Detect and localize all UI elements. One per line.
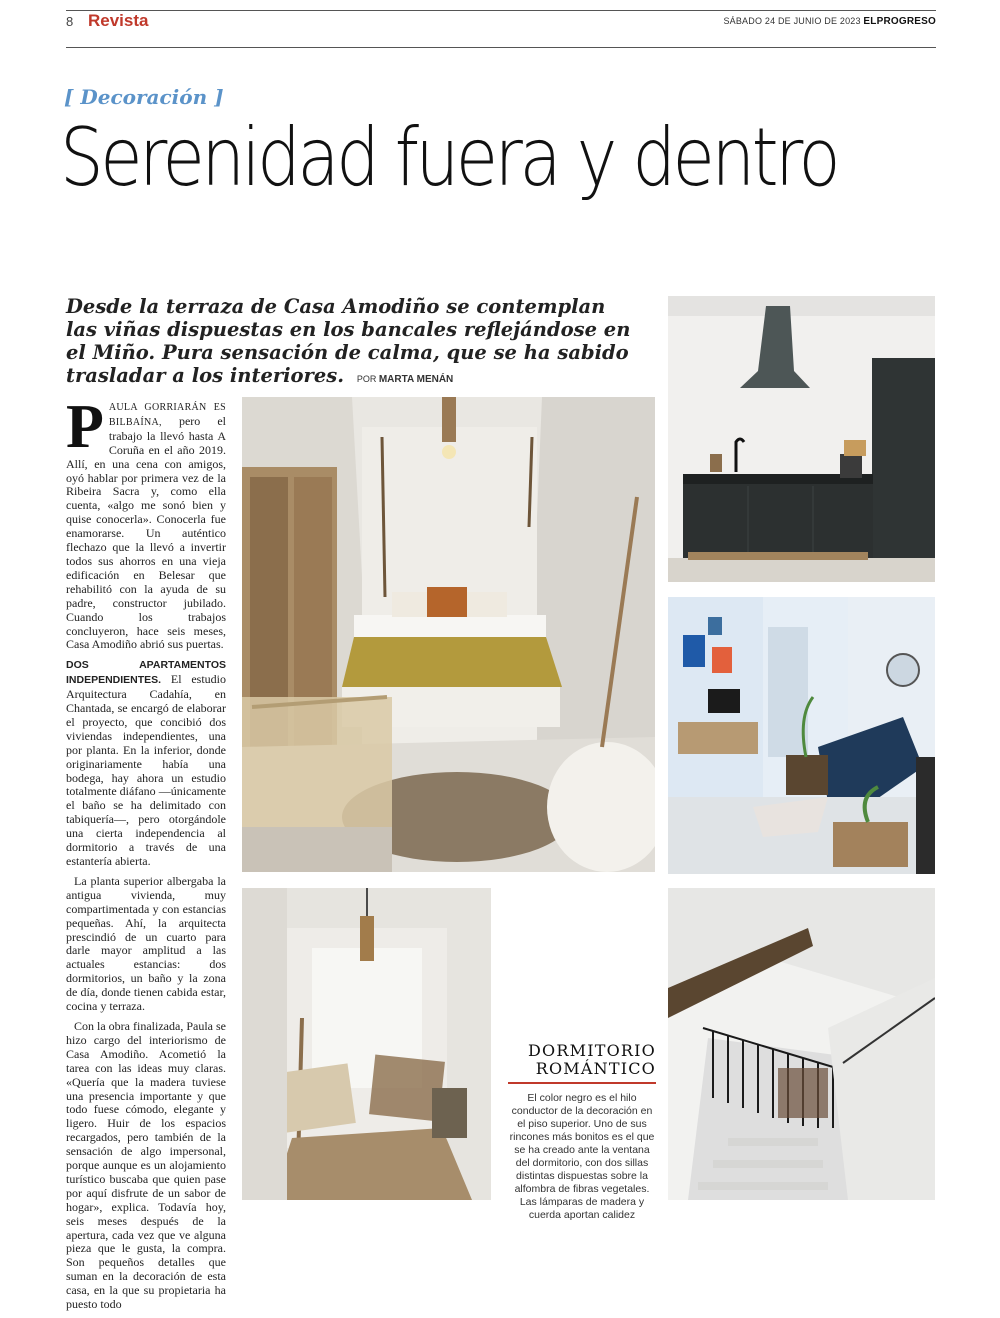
byline-prefix: POR — [356, 374, 377, 384]
lead-paragraph — [66, 295, 641, 391]
intro-caps: AULA GORRIARÁN ES BILBAÍNA, — [108, 402, 226, 428]
body-column — [66, 393, 226, 1318]
sidebar-box — [508, 1042, 656, 1222]
paragraph-1-text: pero el trabajo la llevó hasta A Coruña en el año 2019. Allí, en una cena con amigos, oyó hablar por primera vez de la Ribeira Sacra y, como ella cuenta, «algo me sonó bien y quise conocerla». Conocerla fue enamorarse. Un auténtico flechazo que la llevó a invertir todos sus ahorros en una vieja edificación en Belesar que rehabilitó con la ayuda de su padre, constructor jubilado. Cuando los trabajos concluyeron, hace seis meses, Casa Amodiño abrió sus puertas. — [66, 413, 226, 652]
byline-author: MARTA MENÁN — [378, 374, 454, 385]
paragraph-2-text: El estudio Arquitectura Cadahía, en Chantada, se encargó de elaborar el proyecto, que concibió dos viviendas independientes, una por planta. En la inferior, donde originariamente había una bodega, hay ahora un estudio totalmente diáfano —únicamente el baño se ha delimitado con tabiquería—, pero otorgándole una cierta independencia al dormitorio a través de una estantería abierta. — [66, 672, 226, 868]
header-rule-bottom — [66, 47, 936, 48]
newspaper-name: ELPROGRESO — [863, 15, 936, 27]
lead-text: Desde la terraza de Casa Amodiño se contemplan las viñas dispuestas en los bancales reflejándose en el Miño. Pura sensación de calma, que se ha sabido trasladar a los interiores. — [66, 295, 631, 387]
subhead: DOS APARTAMENTOS INDEPENDIENTES. — [66, 659, 226, 687]
bedroom-photo — [242, 397, 655, 872]
dateline — [723, 16, 936, 27]
header-rule-top — [66, 10, 936, 11]
headline: Serenidad fuera y dentro — [60, 111, 838, 204]
sidebar-rule — [508, 1082, 656, 1084]
sidebar-text: El color negro es el hilo conductor de la decoración en el piso superior. Uno de sus rincones más bonitos es el que se ha creado ante la ventana del dormitorio, con dos sillas distintas dispuestas sobre la alfombra de fibras vegetales. Las lámparas de madera y cuerda aportan calidez — [509, 1092, 655, 1221]
section-name: Revista — [88, 11, 149, 30]
sidebar-title-line-1: DORMITORIO — [528, 1041, 656, 1060]
kicker: [ Decoración ] — [64, 85, 224, 109]
sidebar-title — [508, 1042, 656, 1078]
body-paragraph-2 — [66, 658, 226, 869]
byline — [357, 374, 453, 384]
body-paragraph-4: Con la obra finalizada, Paula se hizo cargo del interiorismo de Casa Amodiño. Acometió la tarea con las ideas muy claras. «Quería que la madera tuviese una presencia importante y que todo fuese cómodo, elegante y ligero. Huir de los espacios recargados, pero también de la sensación de algo impersonal, porque aunque es un alojamiento turístico buscaba que quien pase por aquí disfrute de un sabor de hogar», explica. Todavía hoy, seis meses después de la apertura, cada vez que ve alguna pieza que le gusta, la compra. Son pequeños detalles que suman en la decoración de esta casa, en la que su propietaria ha puesto todo — [66, 1018, 226, 1312]
sidebar-title-line-2: ROMÁNTICO — [535, 1059, 656, 1078]
body-paragraph-1 — [66, 393, 226, 652]
issue-date: SÁBADO 24 DE JUNIO DE 2023 — [723, 15, 861, 26]
page-number: 8 — [66, 13, 74, 29]
page-header — [66, 10, 936, 32]
body-paragraph-3: La planta superior albergaba la antigua vivienda, muy compartimentada y con estancias pequeñas. Ahí, la arquitecta prescindió de un cuarto para darle mayor amplitud a las actuales estancias: dos dormitorios, un baño y la zona de día, donde tienen cabida estar, cocina y terraza. — [66, 873, 226, 1014]
drop-cap: P — [66, 393, 104, 461]
dormitory-photo — [242, 888, 491, 1200]
living-room-photo — [668, 597, 935, 874]
staircase-photo — [668, 888, 935, 1200]
kitchen-photo — [668, 296, 935, 582]
